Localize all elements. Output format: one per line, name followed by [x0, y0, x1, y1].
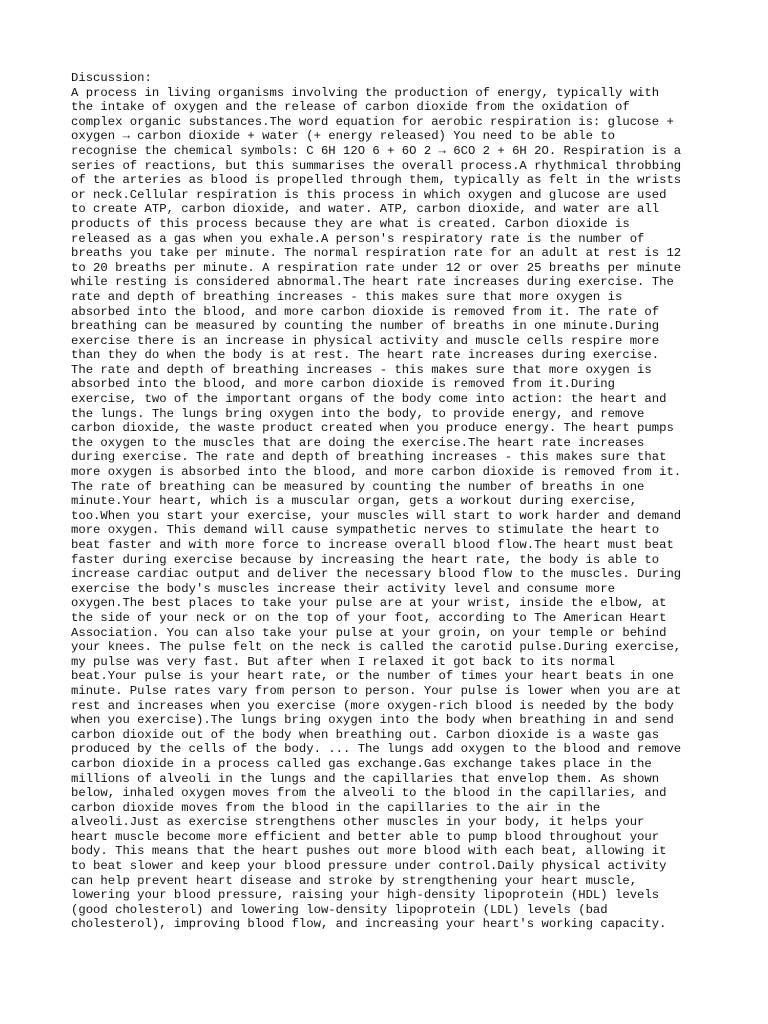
- body-text-line: lowering your blood pressure, raising your high-density lipoprotein (HDL) levels: [71, 888, 660, 903]
- body-text-line: the intake of oxygen and the release of carbon dioxide from the oxidation of: [71, 100, 630, 115]
- body-text-line: carbon dioxide out of the body when breathing out. Carbon dioxide is a waste gas: [71, 727, 660, 742]
- body-text-line: my pulse was very fast. But after when I relaxed it got back to its normal: [71, 654, 615, 669]
- body-text-line: products of this process because they are what is created. Carbon dioxide is: [71, 216, 630, 231]
- body-text-line: beat faster and with more force to increase overall blood flow.The heart must beat: [71, 538, 674, 552]
- body-text-line: to create ATP, carbon dioxide, and water. ATP, carbon dioxide, and water are all: [71, 202, 660, 217]
- body-text-line: The rate and depth of breathing increases - this makes sure that more oxygen is: [71, 362, 652, 377]
- body-text-line: exercise, two of the important organs of the body come into action: the heart and: [71, 392, 667, 407]
- body-text-line: to beat slower and keep your blood pressure under control.Daily physical activity: [71, 859, 667, 874]
- body-text-line: when you exercise).The lungs bring oxygen into the body when breathing in and send: [71, 713, 674, 728]
- body-text-line: recognise the chemical symbols: C 6H 12O 6 + 6O 2 → 6CO 2 + 6H 2O. Respiration is a: [71, 143, 682, 158]
- body-text-line: your knees. The pulse felt on the neck is called the carotid pulse.During exercise,: [71, 640, 682, 655]
- document-page: [71, 71, 711, 932]
- body-text-line: of the arteries as blood is propelled through them, typically as felt in the wrists: [71, 173, 682, 188]
- body-text-line: A process in living organisms involving the production of energy, typically with: [71, 85, 660, 100]
- body-text-line: (good cholesterol) and lowering low-density lipoprotein (LDL) levels (bad: [71, 902, 608, 917]
- body-text-line: below, inhaled oxygen moves from the alveoli to the blood in the capillaries, and: [71, 786, 667, 801]
- body-text-line: beat.Your pulse is your heart rate, or the number of times your heart beats in one: [71, 669, 674, 684]
- discussion-heading: Discussion:: [71, 71, 152, 85]
- body-text-line: minute.Your heart, which is a muscular organ, gets a workout during exercise,: [71, 494, 638, 509]
- body-text-line: the oxygen to the muscles that are doing the exercise.The heart rate increases: [71, 435, 645, 450]
- body-text-line: exercise the body's muscles increase their activity level and consume more: [71, 581, 615, 596]
- body-text-line: oxygen → carbon dioxide + water (+ energy released) You need to be able to: [71, 129, 615, 144]
- body-text-line: can help prevent heart disease and stroke by strengthening your heart muscle,: [71, 873, 638, 888]
- body-text-line: produced by the cells of the body. ... The lungs add oxygen to the blood and remove: [71, 742, 682, 757]
- discussion-body: [71, 86, 711, 932]
- body-text-line: carbon dioxide, the waste product created when you produce energy. The heart pumps: [71, 421, 674, 436]
- body-text-line: alveoli.Just as exercise strengthens other muscles in your body, it helps your: [71, 815, 645, 830]
- body-text-line: absorbed into the blood, and more carbon dioxide is removed from it.During: [71, 377, 615, 392]
- body-text-line: complex organic substances.The word equation for aerobic respiration is: glucose +: [71, 114, 674, 129]
- body-text-line: exercise there is an increase in physical activity and muscle cells respire more: [71, 333, 660, 348]
- body-text-line: during exercise. The rate and depth of breathing increases - this makes sure that: [71, 450, 667, 465]
- body-text-line: rate and depth of breathing increases - this makes sure that more oxygen is: [71, 289, 623, 304]
- body-text-line: more oxygen. This demand will cause sympathetic nerves to stimulate the heart to: [71, 523, 660, 538]
- body-text-line: to 20 breaths per minute. A respiration rate under 12 or over 25 breaths per minute: [71, 260, 682, 275]
- body-text-line: the lungs. The lungs bring oxygen into the body, to provide energy, and remove: [71, 406, 645, 421]
- body-text-line: faster during exercise because by increasing the heart rate, the body is able to: [71, 552, 660, 567]
- body-text-line: rest and increases when you exercise (more oxygen-rich blood is needed by the body: [71, 698, 674, 713]
- body-text-line: series of reactions, but this summarises the overall process.A rhythmical throbbing: [71, 158, 682, 173]
- body-text-line: the side of your neck or on the top of your foot, according to The American Heart: [71, 610, 667, 625]
- body-text-line: body. This means that the heart pushes out more blood with each beat, allowing it: [71, 844, 667, 859]
- body-text-line: cholesterol), improving blood flow, and increasing your heart's working capacity.: [71, 917, 667, 932]
- body-text-line: minute. Pulse rates vary from person to person. Your pulse is lower when you are at: [71, 683, 682, 698]
- body-text-line: carbon dioxide in a process called gas exchange.Gas exchange takes place in the: [71, 756, 652, 771]
- body-text-line: absorbed into the blood, and more carbon dioxide is removed from it. The rate of: [71, 304, 660, 319]
- body-text-line: or neck.Cellular respiration is this process in which oxygen and glucose are used: [71, 187, 667, 202]
- body-text-line: more oxygen is absorbed into the blood, and more carbon dioxide is removed from it.: [71, 465, 682, 480]
- body-text-line: than they do when the body is at rest. The heart rate increases during exercise.: [71, 348, 660, 363]
- body-text-line: breaths you take per minute. The normal respiration rate for an adult at rest is 12: [71, 246, 682, 261]
- body-text-line: The rate of breathing can be measured by counting the number of breaths in one: [71, 479, 645, 494]
- body-text-line: millions of alveoli in the lungs and the capillaries that envelop them. As shown: [71, 771, 660, 786]
- body-text-line: carbon dioxide moves from the blood in the capillaries to the air in the: [71, 800, 601, 815]
- body-text-line: heart muscle become more efficient and better able to pump blood throughout your: [71, 829, 660, 844]
- body-text-line: increase cardiac output and deliver the necessary blood flow to the muscles. During: [71, 567, 682, 582]
- body-text-line: breathing can be measured by counting the number of breaths in one minute.During: [71, 319, 660, 334]
- body-text-line: too.When you start your exercise, your muscles will start to work harder and demand: [71, 508, 682, 523]
- body-text-line: Association. You can also take your pulse at your groin, on your temple or behind: [71, 625, 667, 640]
- body-text-line: released as a gas when you exhale.A person's respiratory rate is the number of: [71, 231, 645, 246]
- body-text-line: while resting is considered abnormal.The heart rate increases during exercise. The: [71, 275, 674, 290]
- body-text-line: oxygen.The best places to take your pulse are at your wrist, inside the elbow, at: [71, 596, 667, 611]
